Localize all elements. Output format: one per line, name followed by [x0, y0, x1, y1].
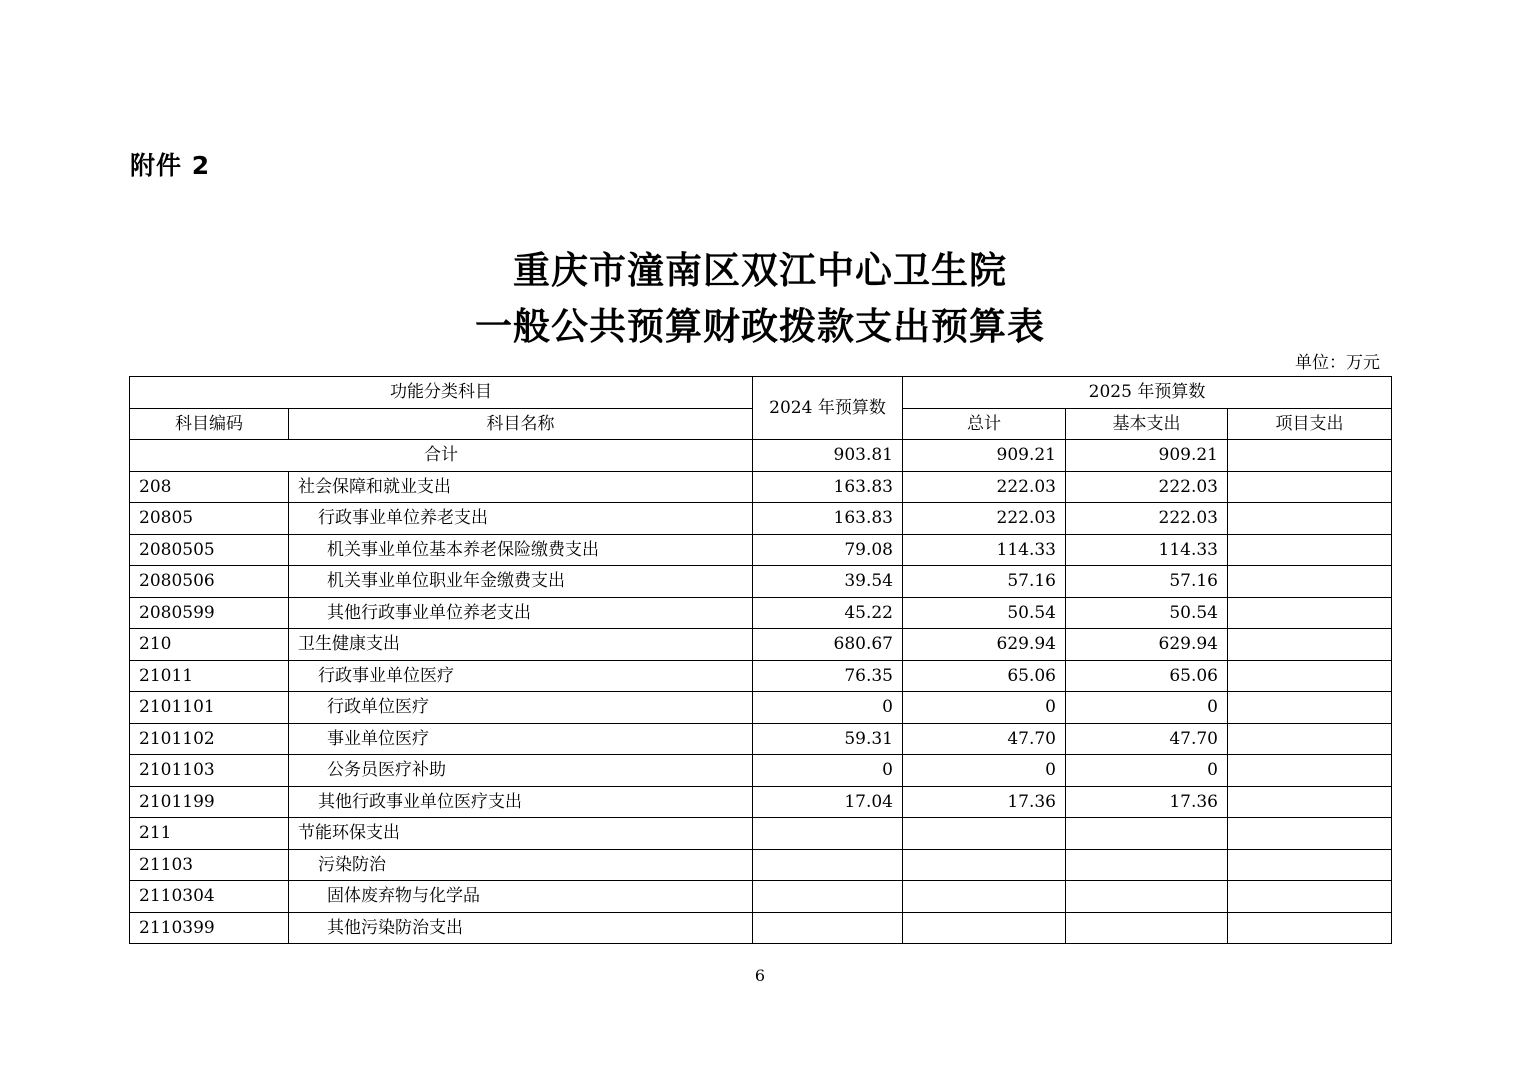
- row-project: [1228, 597, 1392, 629]
- row-code: 2101199: [130, 786, 289, 818]
- row-name: 机关事业单位基本养老保险缴费支出: [289, 534, 753, 566]
- row-name: 社会保障和就业支出: [289, 471, 753, 503]
- total-project: [1228, 440, 1392, 472]
- table-row: [130, 503, 1392, 535]
- row-code: 2101102: [130, 723, 289, 755]
- row-project: [1228, 818, 1392, 850]
- row-code: 208: [130, 471, 289, 503]
- row-project: [1228, 692, 1392, 724]
- row-basic: 114.33: [1066, 534, 1228, 566]
- row-budget-2024: [753, 818, 903, 850]
- row-total: 50.54: [903, 597, 1066, 629]
- row-code: 2101103: [130, 755, 289, 787]
- row-code: 2080505: [130, 534, 289, 566]
- row-code: 2110304: [130, 881, 289, 913]
- row-total: 17.36: [903, 786, 1066, 818]
- table-row: [130, 629, 1392, 661]
- table-row: [130, 881, 1392, 913]
- row-code: 20805: [130, 503, 289, 535]
- row-budget-2024: 79.08: [753, 534, 903, 566]
- row-budget-2024: 76.35: [753, 660, 903, 692]
- row-budget-2024: 39.54: [753, 566, 903, 598]
- budget-table: [129, 376, 1392, 944]
- row-name: 其他行政事业单位医疗支出: [289, 786, 753, 818]
- row-project: [1228, 660, 1392, 692]
- row-project: [1228, 566, 1392, 598]
- row-project: [1228, 912, 1392, 944]
- row-basic: 222.03: [1066, 503, 1228, 535]
- row-basic: 57.16: [1066, 566, 1228, 598]
- row-project: [1228, 471, 1392, 503]
- total-label: 合计: [130, 440, 753, 472]
- row-name: 其他行政事业单位养老支出: [289, 597, 753, 629]
- header-budget-2024: 2024 年预算数: [753, 377, 903, 440]
- header-budget-2025: 2025 年预算数: [903, 377, 1392, 409]
- header-name: 科目名称: [289, 408, 753, 440]
- row-total: 114.33: [903, 534, 1066, 566]
- row-code: 2080599: [130, 597, 289, 629]
- row-basic: 0: [1066, 755, 1228, 787]
- table-row: [130, 818, 1392, 850]
- row-basic: 222.03: [1066, 471, 1228, 503]
- row-name: 固体废弃物与化学品: [289, 881, 753, 913]
- row-budget-2024: 163.83: [753, 471, 903, 503]
- row-name: 节能环保支出: [289, 818, 753, 850]
- row-name: 公务员医疗补助: [289, 755, 753, 787]
- table-row: [130, 786, 1392, 818]
- row-name: 行政事业单位医疗: [289, 660, 753, 692]
- table-row: [130, 692, 1392, 724]
- row-project: [1228, 786, 1392, 818]
- row-budget-2024: 17.04: [753, 786, 903, 818]
- row-total: 0: [903, 755, 1066, 787]
- total-row: [130, 440, 1392, 472]
- row-basic: 17.36: [1066, 786, 1228, 818]
- row-total: 57.16: [903, 566, 1066, 598]
- row-budget-2024: 680.67: [753, 629, 903, 661]
- table-row: [130, 597, 1392, 629]
- row-code: 2110399: [130, 912, 289, 944]
- row-project: [1228, 723, 1392, 755]
- row-total: [903, 912, 1066, 944]
- row-basic: [1066, 881, 1228, 913]
- table-row: [130, 849, 1392, 881]
- row-project: [1228, 849, 1392, 881]
- total-b2024: 903.81: [753, 440, 903, 472]
- header-func-class: 功能分类科目: [130, 377, 753, 409]
- row-name: 其他污染防治支出: [289, 912, 753, 944]
- header-total: 总计: [903, 408, 1066, 440]
- unit-label: 单位：万元: [1295, 353, 1380, 373]
- row-budget-2024: 163.83: [753, 503, 903, 535]
- row-code: 2101101: [130, 692, 289, 724]
- row-budget-2024: 0: [753, 692, 903, 724]
- header-basic: 基本支出: [1066, 408, 1228, 440]
- row-total: [903, 881, 1066, 913]
- header-row-1: [130, 377, 1392, 409]
- row-budget-2024: [753, 881, 903, 913]
- row-code: 210: [130, 629, 289, 661]
- table-row: [130, 471, 1392, 503]
- row-basic: 50.54: [1066, 597, 1228, 629]
- page-title-line1: 重庆市潼南区双江中心卫生院: [513, 249, 1007, 292]
- row-basic: [1066, 849, 1228, 881]
- table-row: [130, 912, 1392, 944]
- row-project: [1228, 534, 1392, 566]
- row-project: [1228, 629, 1392, 661]
- row-name: 污染防治: [289, 849, 753, 881]
- row-code: 211: [130, 818, 289, 850]
- row-budget-2024: [753, 912, 903, 944]
- row-total: 0: [903, 692, 1066, 724]
- page-number: 6: [754, 966, 766, 985]
- table-row: [130, 660, 1392, 692]
- row-name: 机关事业单位职业年金缴费支出: [289, 566, 753, 598]
- row-basic: 65.06: [1066, 660, 1228, 692]
- row-total: [903, 849, 1066, 881]
- table-row: [130, 566, 1392, 598]
- row-name: 事业单位医疗: [289, 723, 753, 755]
- row-total: 47.70: [903, 723, 1066, 755]
- row-total: 629.94: [903, 629, 1066, 661]
- row-name: 行政单位医疗: [289, 692, 753, 724]
- row-total: 222.03: [903, 471, 1066, 503]
- row-budget-2024: 59.31: [753, 723, 903, 755]
- row-basic: 629.94: [1066, 629, 1228, 661]
- row-budget-2024: 0: [753, 755, 903, 787]
- row-total: 222.03: [903, 503, 1066, 535]
- table-row: [130, 534, 1392, 566]
- row-name: 卫生健康支出: [289, 629, 753, 661]
- row-name: 行政事业单位养老支出: [289, 503, 753, 535]
- table-row: [130, 755, 1392, 787]
- attachment-label: 附件 2: [130, 151, 211, 180]
- row-total: 65.06: [903, 660, 1066, 692]
- row-project: [1228, 503, 1392, 535]
- page-title-line2: 一般公共预算财政拨款支出预算表: [475, 305, 1045, 348]
- row-budget-2024: [753, 849, 903, 881]
- table-row: [130, 723, 1392, 755]
- header-project: 项目支出: [1228, 408, 1392, 440]
- total-total: 909.21: [903, 440, 1066, 472]
- row-basic: [1066, 818, 1228, 850]
- row-basic: [1066, 912, 1228, 944]
- total-basic: 909.21: [1066, 440, 1228, 472]
- row-total: [903, 818, 1066, 850]
- row-code: 21011: [130, 660, 289, 692]
- row-basic: 0: [1066, 692, 1228, 724]
- row-project: [1228, 881, 1392, 913]
- row-project: [1228, 755, 1392, 787]
- row-code: 21103: [130, 849, 289, 881]
- row-basic: 47.70: [1066, 723, 1228, 755]
- header-code: 科目编码: [130, 408, 289, 440]
- row-code: 2080506: [130, 566, 289, 598]
- row-budget-2024: 45.22: [753, 597, 903, 629]
